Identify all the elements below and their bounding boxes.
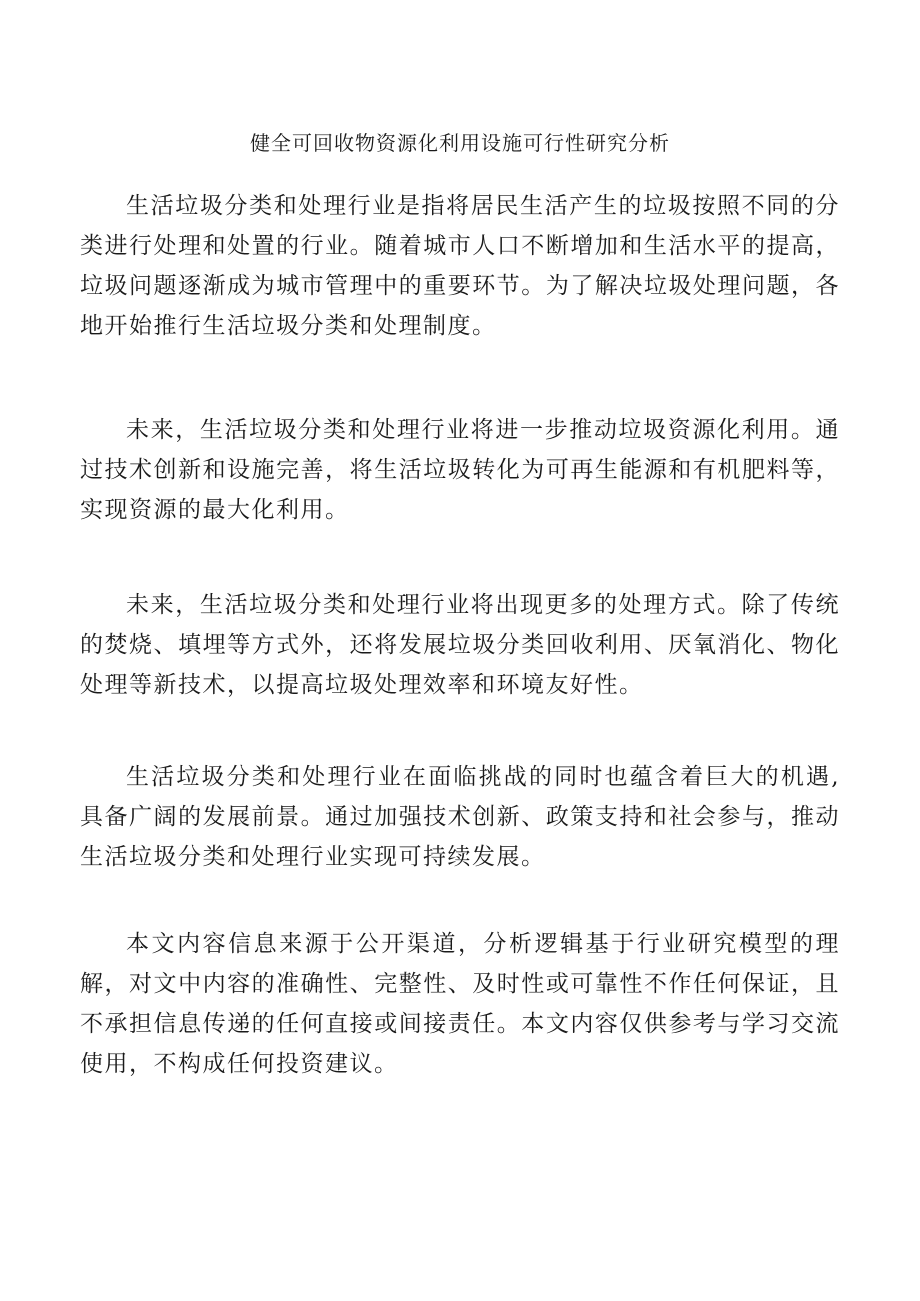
document-title: 健全可回收物资源化利用设施可行性研究分析: [250, 131, 670, 155]
paragraph-opportunities: 生活垃圾分类和处理行业在面临挑战的同时也蕴含着巨大的机遇,具备广阔的发展前景。通过加强技术创新、政策支持和社会参与，推动生活垃圾分类和处理行业实现可持续发展。: [80, 764, 840, 870]
paragraph-processing-methods: 未来，生活垃圾分类和处理行业将出现更多的处理方式。除了传统的焚烧、填埋等方式外，还将发展垃圾分类回收利用、厌氧消化、物化处理等新技术，以提高垃圾处理效率和环境友好性。: [80, 592, 840, 698]
paragraph-intro: 生活垃圾分类和处理行业是指将居民生活产生的垃圾按照不同的分类进行处理和处置的行业。随着城市人口不断增加和生活水平的提高，垃圾问题逐渐成为城市管理中的重要环节。为了解决垃圾处理问题，各地开始推行生活垃圾分类和处理制度。: [80, 193, 840, 339]
paragraph-resource-utilization: 未来，生活垃圾分类和处理行业将进一步推动垃圾资源化利用。通过技术创新和设施完善，将生活垃圾转化为可再生能源和有机肥料等，实现资源的最大化利用。: [80, 417, 840, 523]
paragraph-disclaimer: 本文内容信息来源于公开渠道，分析逻辑基于行业研究模型的理解，对文中内容的准确性、完整性、及时性或可靠性不作任何保证，且不承担信息传递的任何直接或间接责任。本文内容仅供参考与学习交流使用，不构成任何投资建议。: [80, 931, 840, 1077]
